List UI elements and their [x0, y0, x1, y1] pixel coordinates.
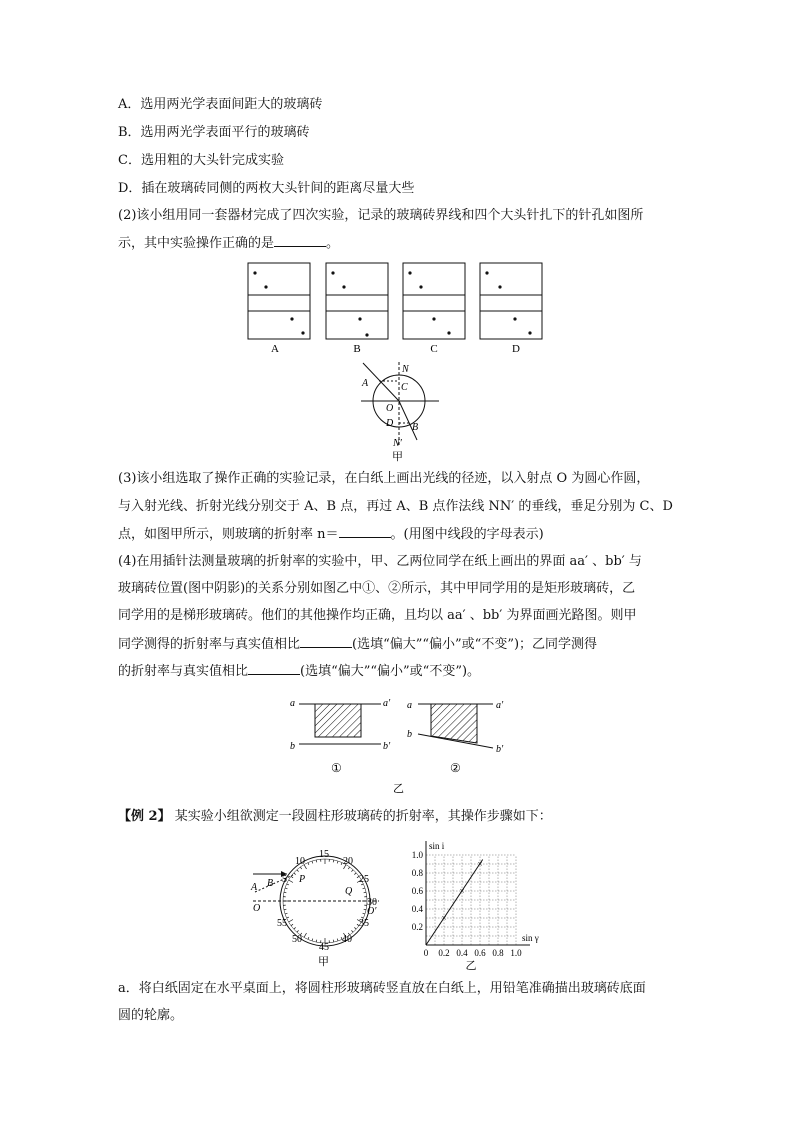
label-circle-1: ①	[331, 761, 342, 775]
q3-line2: 与入射光线、折射光线分别交于 A、B 点，再过 A、B 点作法线 NN′ 的垂线，垂足分别为 C、D	[118, 499, 673, 514]
dial-tick	[351, 930, 353, 932]
panel-label-b: B	[353, 343, 361, 355]
label-b: B	[267, 878, 274, 889]
y-tick-label: 1.0	[411, 850, 423, 860]
label-b-prime: b′	[383, 741, 391, 752]
dial-tick	[341, 863, 342, 865]
dial-tick	[351, 870, 353, 872]
panel-d	[480, 263, 542, 355]
q4-line3: 同学用的是梯形玻璃砖。他们的其他操作均正确，且均以 aa′ 、bb′ 为界面画光路图。则甲	[118, 608, 637, 623]
dial-tick	[308, 863, 309, 865]
label-c: C	[401, 382, 408, 393]
y-tick-label: 0.6	[411, 886, 423, 896]
y-tick-label: 0.2	[411, 922, 423, 932]
label-o: O	[386, 403, 394, 414]
dial-tick	[363, 888, 365, 889]
label-a-prime: a′	[496, 700, 504, 711]
dial-tick	[348, 867, 349, 869]
dial-tick	[284, 892, 286, 893]
x-tick-label: 0	[423, 948, 429, 958]
x-axis-label: sin γ	[522, 933, 539, 943]
panel-label-c: C	[430, 343, 438, 355]
dial-tick	[291, 924, 293, 925]
label-b-prime: b′	[496, 744, 504, 755]
q3-line3: 点，如图甲所示，则玻璃的折射率 n＝ 。(用图中线段的字母表示)	[118, 527, 544, 542]
dial-tick	[333, 940, 334, 942]
label-a: A	[251, 882, 258, 893]
label-n: N	[402, 364, 409, 375]
dial-tick	[294, 873, 296, 875]
dial-tick	[284, 909, 286, 910]
answer-blank[interactable]	[274, 234, 326, 247]
tick-label-35: 35	[359, 918, 369, 929]
example2-line: 【例 2】 某实验小组欲测定一段圆柱形玻璃砖的折射率，其操作步骤如下：	[118, 809, 552, 824]
dial-tick	[354, 927, 356, 929]
tick-label-55: 55	[277, 918, 287, 929]
dial-tick	[364, 909, 366, 910]
dial-tick	[333, 860, 334, 862]
tick-label-10: 10	[295, 856, 305, 867]
label-a: a	[290, 698, 295, 709]
q4-line5: 的折射率与真实值相比 (选填“偏大”“偏小”或“不变”)。	[118, 664, 481, 679]
caption-yi: 乙	[393, 783, 404, 795]
q3-line1: (3)该小组选取了操作正确的实验记录，在白纸上画出光线的径迹，以入射点 O 为圆心作圆，	[118, 471, 650, 486]
option-c: C．选用粗的大头针完成实验	[118, 153, 284, 168]
label-a-prime: a′	[383, 698, 391, 709]
x-tick-label: 0.6	[474, 948, 486, 958]
tick-label-5: 5	[282, 874, 287, 885]
label-circle-2: ②	[450, 761, 461, 775]
tick-label-25: 25	[359, 874, 369, 885]
x-tick-label: 0.8	[492, 948, 504, 958]
dial-tick	[316, 940, 317, 942]
dial-tick	[312, 939, 313, 941]
dial-tick	[285, 888, 287, 889]
step-a-line2: 圆的轮廓。	[118, 1008, 184, 1023]
label-d: D	[386, 418, 394, 429]
data-point: ×	[459, 886, 465, 896]
option-d: D．插在玻璃砖同侧的两枚大头针间的距离尽量大些	[118, 181, 415, 196]
figure-dial	[245, 844, 385, 969]
panel-label-d: D	[512, 343, 520, 355]
dial-tick	[291, 876, 293, 877]
caption-jia: 甲	[392, 451, 403, 463]
dial-tick	[364, 892, 366, 893]
dial-tick	[289, 880, 293, 883]
option-a: A．选用两光学表面间距大的玻璃砖	[118, 97, 323, 112]
dial-tick	[294, 927, 296, 929]
dial-tick	[312, 861, 313, 863]
q4-line4: 同学测得的折射率与真实值相比 (选填“偏大”“偏小”或“不变”)；乙同学测得	[118, 637, 598, 652]
dial-tick	[289, 920, 293, 923]
answer-blank[interactable]	[339, 525, 391, 538]
q2-line1: (2)该小组用同一套器材完成了四次实验，记录的玻璃砖界线和四个大头针扎下的针孔如图所	[118, 208, 644, 223]
panel-b	[326, 263, 388, 355]
chart-caption: 乙	[465, 960, 477, 970]
label-b: b	[290, 741, 295, 752]
dial-tick	[337, 939, 338, 941]
label-q: Q	[345, 886, 353, 897]
figure-abcd	[240, 258, 560, 358]
panel-c	[403, 263, 465, 355]
dial-tick	[316, 860, 317, 862]
answer-blank[interactable]	[300, 635, 352, 648]
option-b: B．选用两光学表面平行的玻璃砖	[118, 125, 310, 140]
tick-label-45: 45	[319, 942, 329, 953]
caption-dial: 甲	[318, 956, 329, 968]
x-tick-label: 1.0	[510, 948, 522, 958]
dial-tick	[300, 867, 301, 869]
label-p: P	[299, 874, 306, 885]
tick-label-20: 20	[343, 856, 353, 867]
label-o-prime: O′	[367, 906, 377, 917]
label-n-prime: N′	[393, 438, 402, 449]
tick-label-50: 50	[292, 934, 302, 945]
dial-tick	[337, 861, 338, 863]
tick-label-40: 40	[342, 934, 352, 945]
data-point: ×	[477, 859, 483, 869]
figure-jia-circle	[355, 360, 445, 465]
x-tick-label: 0.4	[456, 948, 468, 958]
dial-tick	[308, 937, 309, 939]
tick-label-30: 30	[367, 897, 377, 908]
dial-tick	[297, 870, 299, 872]
dial-tick	[354, 873, 356, 875]
q2-line2: 示，其中实验操作正确的是 。	[118, 236, 340, 251]
label-b: B	[412, 422, 419, 433]
panel-label-a: A	[271, 343, 279, 355]
y-tick-label: 0.4	[411, 904, 423, 914]
figure-yi-interfaces	[285, 692, 515, 797]
dial-tick	[363, 913, 365, 914]
step-a-line1: a．将白纸固定在水平桌面上，将圆柱形玻璃砖竖直放在白纸上，用铅笔准确描出玻璃砖底面	[118, 981, 646, 996]
sin-chart	[398, 840, 558, 970]
tick-label-15: 15	[319, 849, 329, 860]
panel-a	[248, 263, 310, 355]
dial-tick	[304, 933, 307, 937]
q4-line1: (4)在用插针法测量玻璃的折射率的实验中，甲、乙两位同学在纸上画出的界面 aa′ 、bb′ 与	[118, 554, 642, 569]
answer-blank[interactable]	[248, 662, 300, 675]
y-tick-label: 0.8	[411, 868, 423, 878]
x-tick-label: 0.2	[438, 948, 450, 958]
label-o: O	[253, 903, 261, 914]
dial-tick	[297, 930, 299, 932]
y-axis-label: sin i	[429, 841, 445, 851]
label-a: A	[362, 378, 369, 389]
data-point: ×	[441, 913, 447, 923]
fit-line	[426, 860, 483, 946]
dial-tick	[285, 913, 287, 914]
label-a: a	[407, 700, 412, 711]
q4-line2: 玻璃砖位置(图中阴影)的关系分别如图乙中①、②所示，其中甲同学用的是矩形玻璃砖，乙	[118, 581, 636, 596]
label-b: b	[407, 729, 412, 740]
